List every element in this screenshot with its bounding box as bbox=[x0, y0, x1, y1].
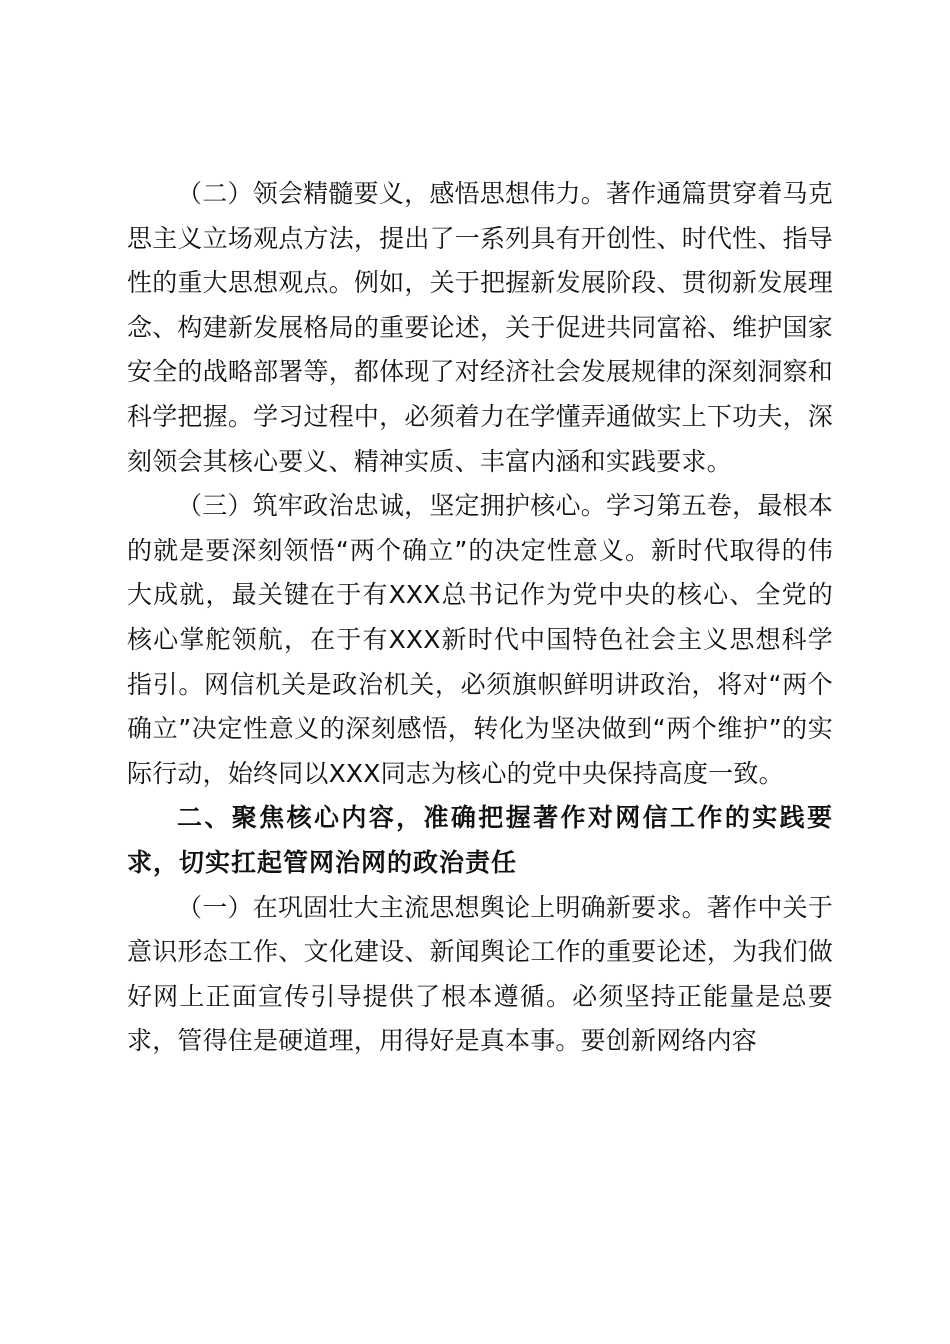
document-body bbox=[127, 172, 833, 1064]
section-heading-2: 二、聚焦核心内容，准确把握著作对网信工作的实践要求，切实扛起管网治网的政治责任 bbox=[127, 803, 833, 877]
paragraph-2-1: （二）领会精髓要义，感悟思想伟力。著作通篇贯穿着马克思主义立场观点方法，提出了一系列具有开创性、时代性、指导性的重大思想观点。例如，关于把握新发展阶段、贯彻新发展理念、构建新发展格局的重要论述，关于促进共同富裕、维护国家安全的战略部署等，都体现了对经济社会发展规律的深刻洞察和科学把握。学习过程中，必须着力在学懂弄通做实上下功夫，深刻领会其核心要义、精神实质、丰富内涵和实践要求。 bbox=[127, 179, 833, 476]
paragraph-2-3: （三）筑牢政治忠诚，坚定拥护核心。学习第五卷，最根本的就是要深刻领悟“两个确立”的决定性意义。新时代取得的伟大成就，最关键在于有XXX总书记作为党中央的核心、全党的核心掌舵领航，在于有XXX新时代中国特色社会主义思想科学指引。网信机关是政治机关，必须旗帜鲜明讲政治，将对“两个确立”决定性意义的深刻感悟，转化为坚决做到“两个维护”的实际行动，始终同以XXX同志为核心的党中央保持高度一致。 bbox=[127, 491, 833, 788]
paragraph-3-1: （一）在巩固壮大主流思想舆论上明确新要求。著作中关于意识形态工作、文化建设、新闻舆论工作的重要论述，为我们做好网上正面宣传引导提供了根本遵循。必须坚持正能量是总要求，管得住是硬道理，用得好是真本事。要创新网络内容 bbox=[127, 892, 833, 1056]
